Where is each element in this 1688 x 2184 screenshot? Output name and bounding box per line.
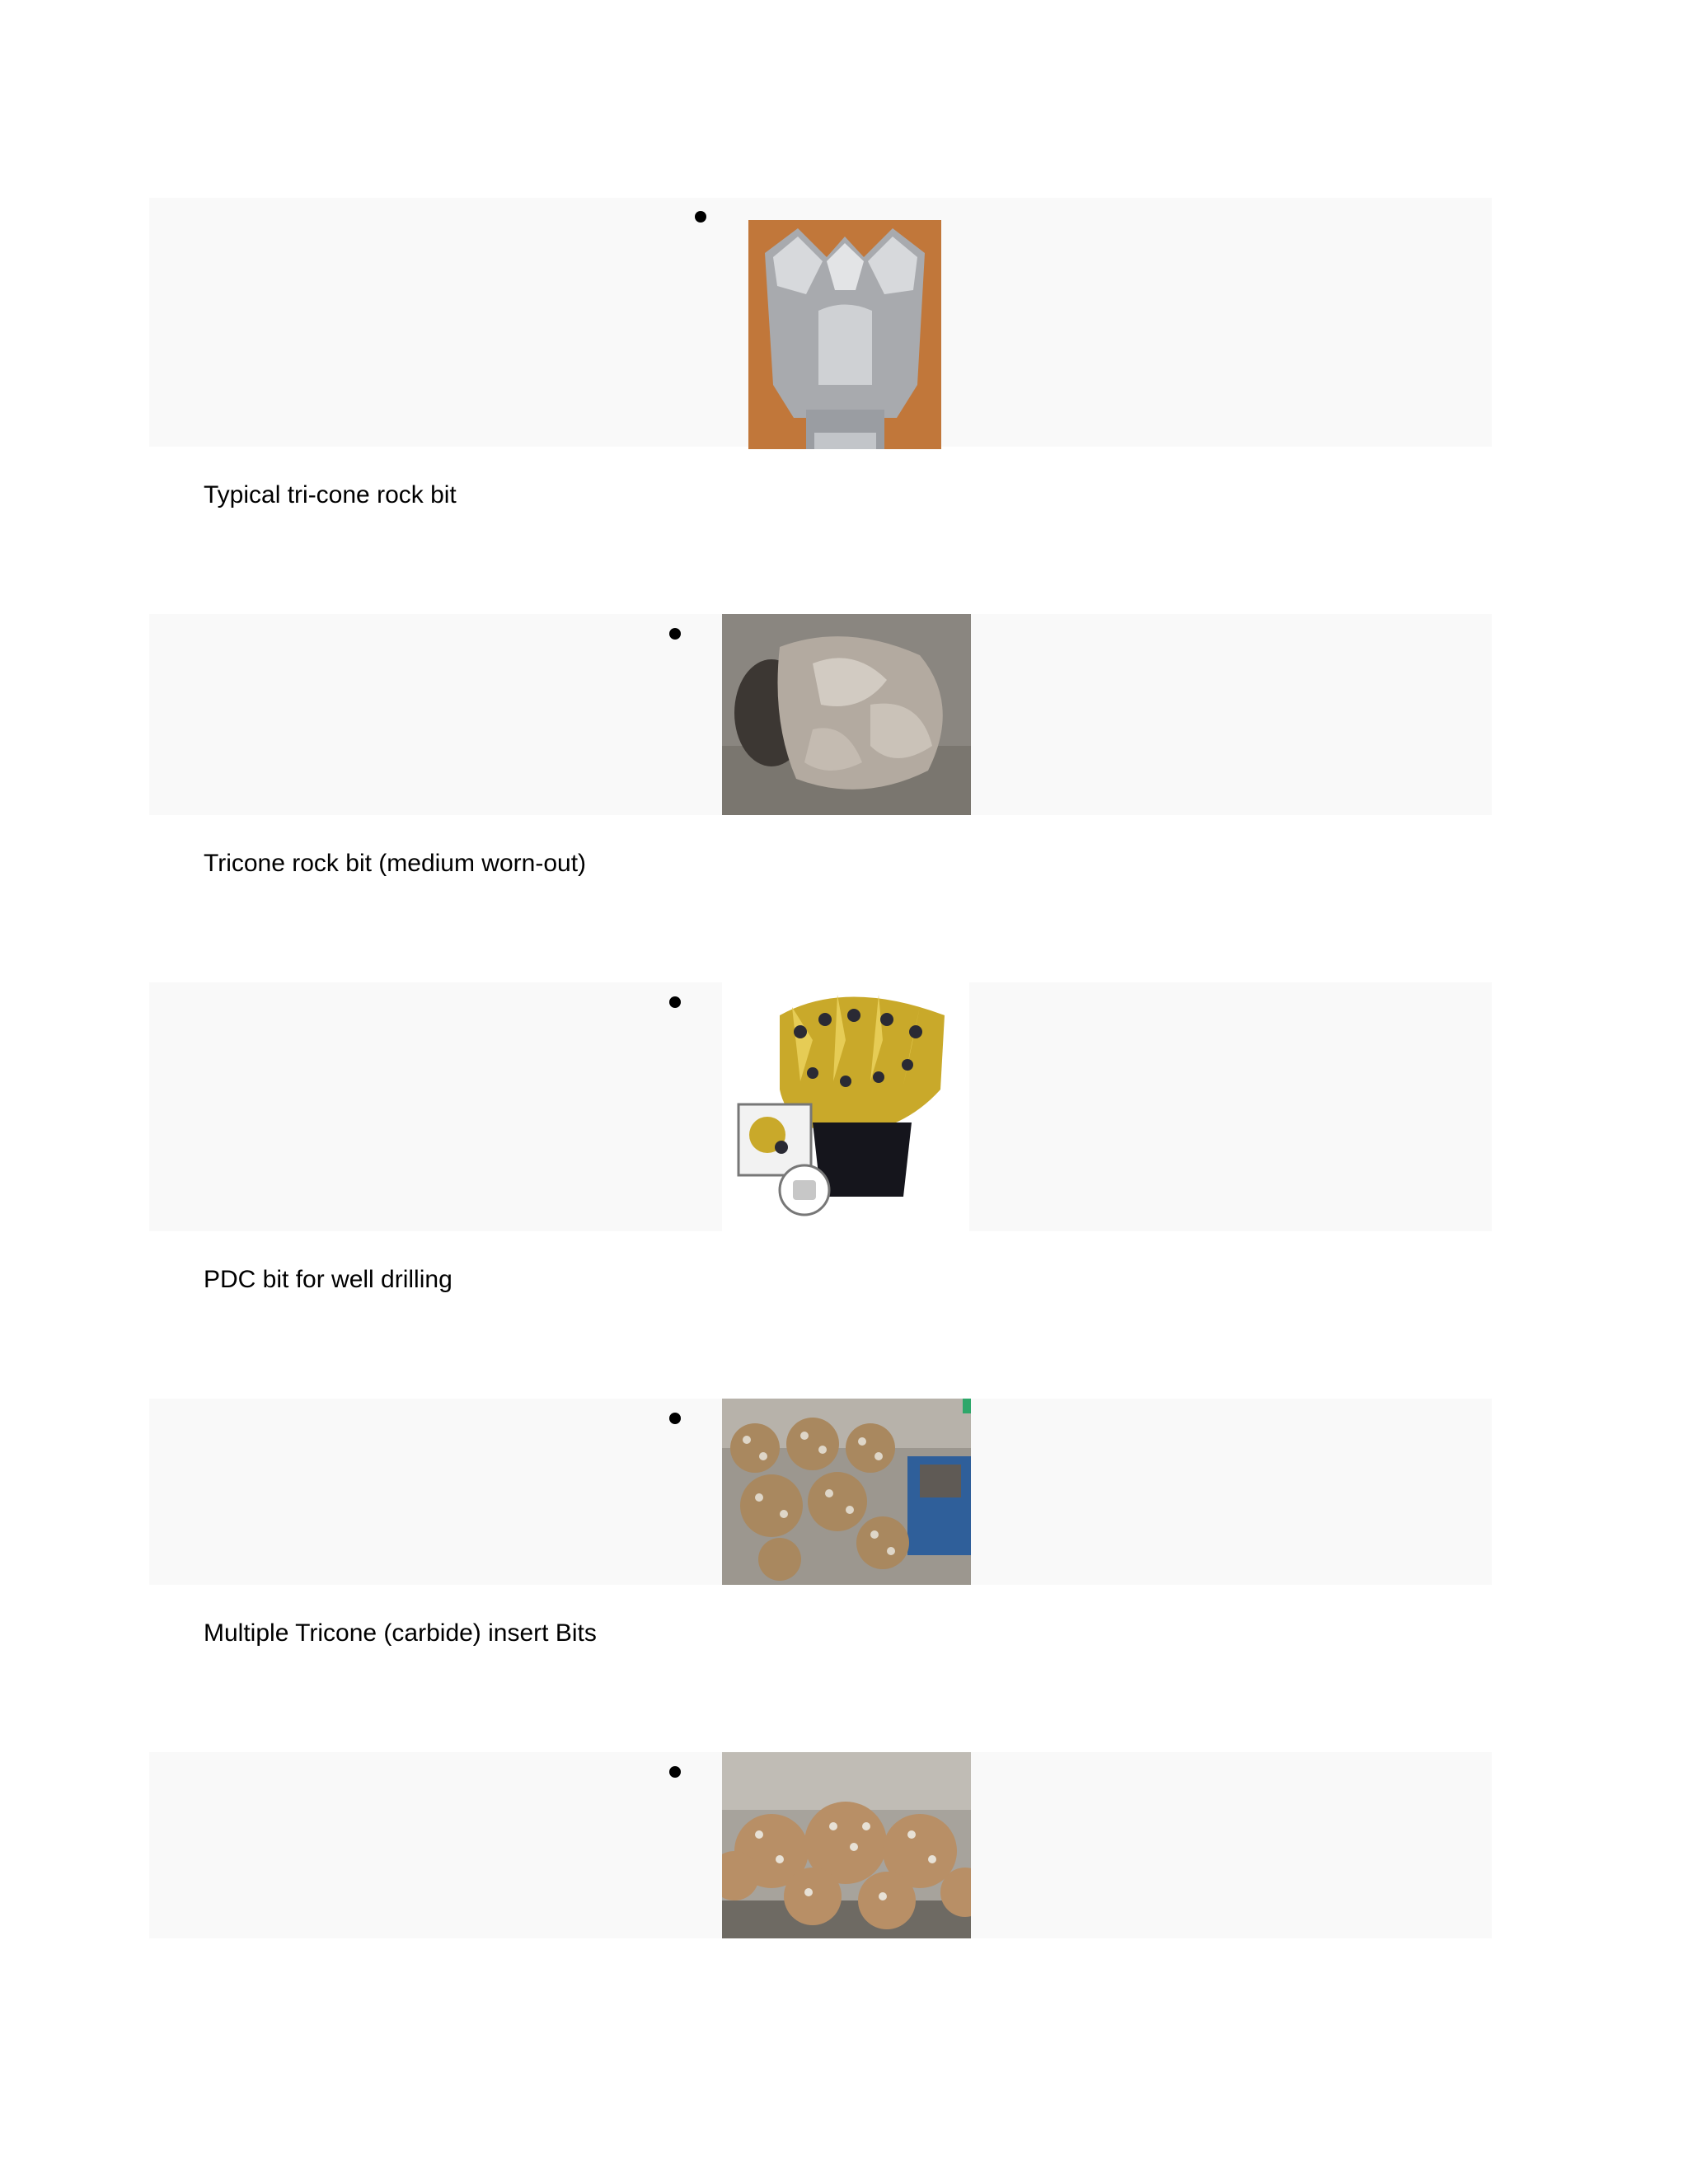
- caption: Multiple Tricone (carbide) insert Bits: [204, 1619, 597, 1647]
- caption: PDC bit for well drilling: [204, 1266, 452, 1293]
- multiple-insert-bits-photo: [722, 1399, 971, 1585]
- pdc-bit-photo: [722, 982, 969, 1231]
- insert-bits-pile-photo: [722, 1752, 971, 1938]
- caption: Tricone rock bit (medium worn-out): [204, 850, 587, 877]
- bullet: [695, 211, 706, 223]
- bullet: [669, 1413, 681, 1424]
- caption: Typical tri-cone rock bit: [204, 481, 457, 509]
- tricone-rock-bit-photo: [748, 220, 941, 449]
- bullet: [669, 628, 681, 640]
- bullet: [669, 996, 681, 1008]
- worn-tricone-bit-photo: [722, 614, 971, 815]
- bullet: [669, 1766, 681, 1778]
